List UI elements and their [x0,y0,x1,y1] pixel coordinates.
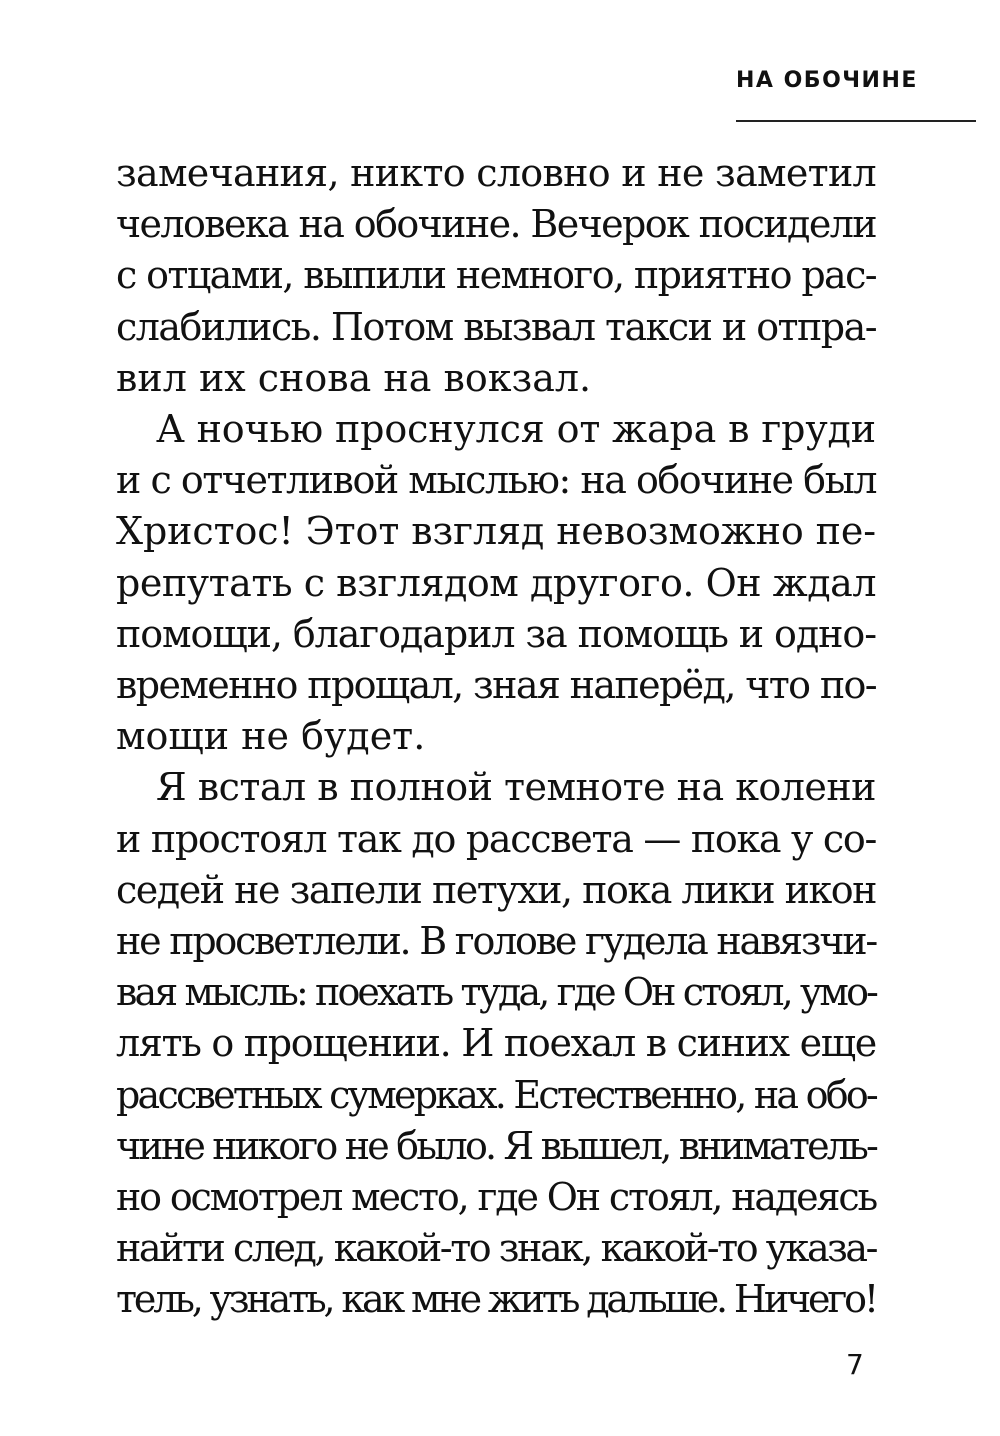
text-line: рассветных сумерках. Естественно, на обо- [116,1072,876,1117]
text-line: найти след, какой-то знак, какой-то указа- [116,1226,876,1271]
text-line: седей не запели петухи, пока лики икон [116,867,876,912]
paragraph-1 [116,148,876,404]
text-line: замечания, никто словно и не заметил [116,151,876,195]
text-line: мощи не будет. [116,714,426,759]
paragraph-3 [116,762,876,1325]
text-line: репутать с взглядом другого. Он ждал [116,560,876,605]
text-line: тель, узнать, как мне жить дальше. Ничего! [116,1277,876,1322]
text-line: но осмотрел место, где Он стоял, надеясь [116,1175,876,1220]
text-line: не просветлели. В голове гудела навязчи- [116,919,876,964]
text-line: лять о прощении. И поехал в синих еще [116,1021,876,1066]
text-line: А ночью проснулся от жара в груди [156,407,876,452]
text-line: слабились. Потом вызвал такси и отпра- [116,304,876,349]
running-header-title: НА ОБОЧИНЕ [736,68,918,93]
text-line: чине никого не было. Я вышел, вниматель- [116,1123,876,1168]
page-number: 7 [846,1348,864,1381]
text-line: Я встал в полной темноте на колени [156,765,876,810]
text-line: с отцами, выпили немного, приятно рас- [116,253,876,298]
text-line: вил их снова на вокзал. [116,355,592,400]
body-text [116,148,876,1326]
text-line: Христос! Этот взгляд невозможно пе- [116,509,876,554]
text-line: вая мысль: поехать туда, где Он стоял, умо- [116,970,876,1015]
text-line: временно прощал, зная наперёд, что по- [116,663,876,708]
text-line: человека на обочине. Вечерок посидели [116,202,876,247]
text-line: и с отчетливой мыслью: на обочине был [116,458,877,503]
header-rule [736,120,976,122]
text-line: и простоял так до рассвета — пока у со- [116,816,876,861]
paragraph-2 [116,404,876,762]
text-line: помощи, благодарил за помощь и одно- [116,611,876,656]
